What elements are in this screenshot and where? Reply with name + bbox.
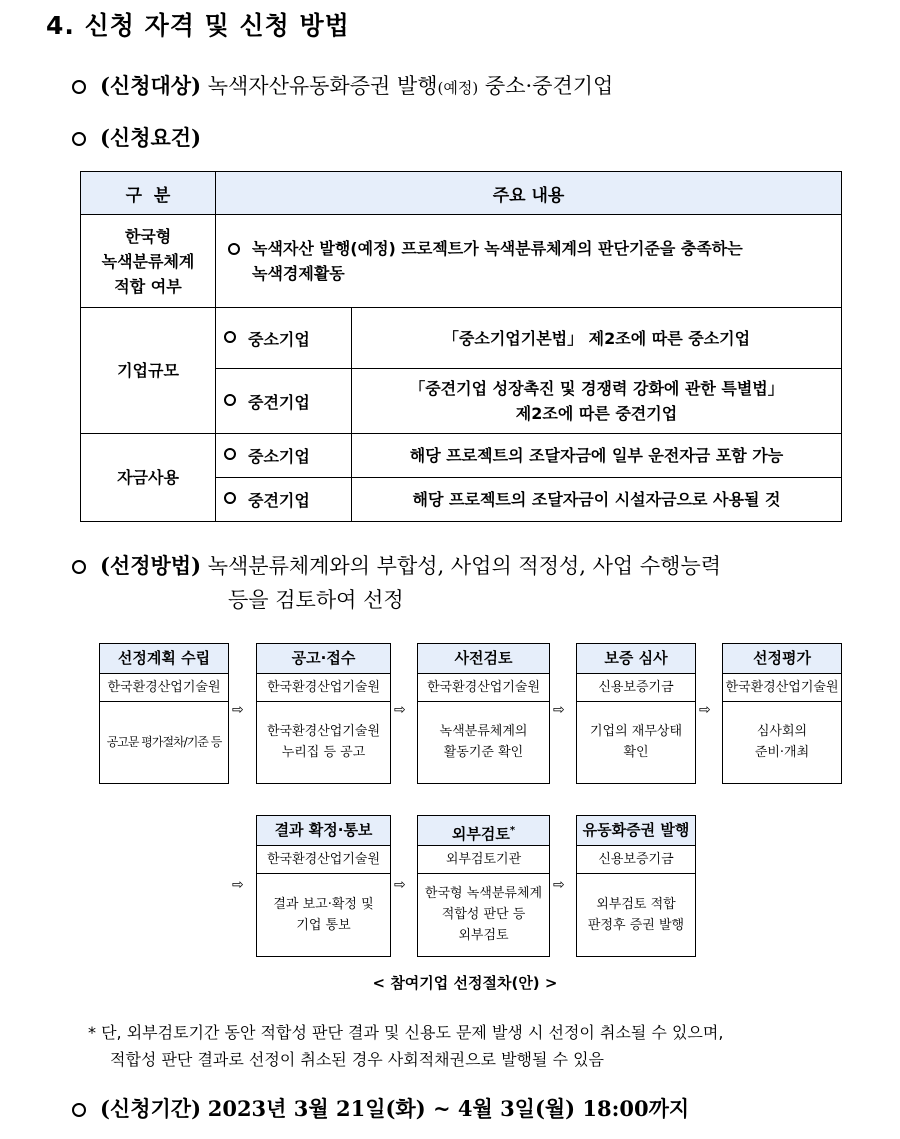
requirements-table (80, 171, 842, 522)
target-label: (신청대상) (100, 73, 202, 98)
flow-step-prereview (417, 643, 550, 784)
desc-line: 외부검토 (458, 928, 509, 943)
circle-bullet-icon (72, 80, 86, 94)
method-text-cont: 등을 검토하여 선정 (228, 588, 404, 612)
step-desc (418, 874, 549, 955)
step-title: 사전검토 (418, 644, 549, 674)
sub-desc (352, 369, 842, 434)
footnote-line: * 단, 외부검토기간 동안 적합성 판단 결과 및 신용도 문제 발생 시 선정이 취소될 수 있으며, (88, 1023, 724, 1042)
sub-category (216, 478, 352, 522)
target-line (72, 70, 613, 100)
cat-line: 적합 여부 (114, 276, 182, 296)
requirements-label: (신청요건) (100, 125, 202, 150)
step-title: 공고·접수 (257, 644, 390, 674)
step-title: 선정계획 수립 (100, 644, 228, 674)
sub-category (216, 308, 352, 369)
desc-line: 준비·개최 (754, 745, 810, 760)
circle-bullet-icon (224, 492, 236, 504)
flow-step-announce (256, 643, 391, 784)
cat-line: 녹색분류체계 (101, 251, 195, 271)
desc-line: 확인 (623, 745, 649, 760)
arrow-right-icon: ⇨ (394, 877, 406, 893)
flow-step-evaluation (722, 643, 842, 784)
step-org: 신용보증기금 (577, 846, 695, 874)
desc-line: 한국환경산업기술원 (266, 724, 381, 739)
step-org: 한국환경산업기술원 (100, 674, 228, 702)
step-desc (418, 702, 549, 782)
sub-label: 중견기업 (248, 392, 310, 412)
desc-line: 「중견기업 성장촉진 및 경쟁력 강화에 관한 특별법」 (409, 379, 784, 398)
step-title: 선정평가 (723, 644, 841, 674)
requirements-line (72, 122, 201, 152)
arrow-right-icon: ⇨ (553, 877, 565, 893)
sub-desc: 해당 프로젝트의 조달자금에 일부 운전자금 포함 가능 (352, 434, 842, 478)
step-title-text: 외부검토 (451, 825, 510, 843)
flow-caption: < 참여기업 선정절차(안) > (372, 974, 558, 992)
circle-bullet-icon (228, 243, 240, 255)
footnote-line: 적합성 판단 결과로 선정이 취소된 경우 사회적채권으로 발행될 수 있음 (110, 1050, 604, 1069)
step-org: 한국환경산업기술원 (418, 674, 549, 702)
method-block (72, 549, 852, 617)
target-text: 녹색자산유동화증권 발행 (207, 74, 438, 98)
step-org: 외부검토기관 (418, 846, 549, 874)
target-small: (예정) (437, 79, 479, 97)
step-org: 한국환경산업기술원 (257, 674, 390, 702)
sub-desc: 해당 프로젝트의 조달자금이 시설자금으로 사용될 것 (352, 478, 842, 522)
desc-line: 적합성 판단 등 (441, 907, 526, 922)
method-text: 녹색분류체계와의 부합성, 사업의 적정성, 사업 수행능력 (207, 554, 722, 578)
sub-category (216, 369, 352, 434)
step-desc (577, 874, 695, 955)
header-content: 주요 내용 (216, 172, 842, 215)
step-org: 한국환경산업기술원 (257, 846, 390, 874)
desc-line: 누리집 등 공고 (281, 745, 366, 760)
arrow-right-icon: ⇨ (394, 702, 406, 718)
desc-line: 기업의 재무상태 (589, 724, 683, 739)
desc-line: 녹색분류체계의 (439, 724, 528, 739)
circle-bullet-icon (72, 560, 86, 574)
flow-step-plan (99, 643, 229, 784)
desc-line: 외부검토 적합 (596, 896, 676, 912)
row-category: 기업규모 (81, 308, 216, 434)
step-desc (257, 874, 390, 955)
step-desc (257, 702, 390, 782)
flow-step-external (417, 815, 550, 957)
desc-line: 한국형 녹색분류체계 (424, 886, 543, 901)
step-title (418, 816, 549, 846)
table-row (81, 434, 842, 478)
circle-bullet-icon (224, 448, 236, 460)
desc-line: 심사회의 (756, 724, 808, 739)
desc-line: 공고문 평가절차/기준 등 (106, 734, 222, 749)
step-title: 결과 확정·통보 (257, 816, 390, 846)
desc-line: 활동기준 확인 (443, 745, 524, 760)
desc-line: 판정후 증권 발행 (587, 917, 685, 933)
sub-desc: 「중소기업기본법」 제2조에 따른 중소기업 (352, 308, 842, 369)
method-label: (선정방법) (100, 553, 202, 578)
circle-bullet-icon (72, 132, 86, 146)
step-title: 유동화증권 발행 (577, 816, 695, 846)
footnote (88, 1019, 878, 1073)
sub-label: 중견기업 (248, 491, 310, 510)
footnote-mark: * (509, 825, 516, 836)
flow-step-result (256, 815, 391, 957)
cat-line: 한국형 (124, 226, 172, 246)
sub-category (216, 434, 352, 478)
table-row (81, 215, 842, 308)
target-text2: 중소·중견기업 (484, 74, 614, 98)
arrow-right-icon: ⇨ (553, 702, 565, 718)
step-desc (723, 702, 841, 782)
row-category (81, 215, 216, 308)
arrow-right-icon: ⇨ (232, 877, 244, 893)
period-label: (신청기간) (100, 1096, 202, 1121)
section-title: 4. 신청 자격 및 신청 방법 (46, 11, 350, 40)
desc-line: 결과 보고·확정 및 (273, 896, 374, 912)
desc-line: 제2조에 따른 중견기업 (515, 404, 678, 423)
period-line (72, 1093, 689, 1123)
circle-bullet-icon (224, 394, 236, 406)
step-org: 한국환경산업기술원 (723, 674, 841, 702)
step-desc (577, 702, 695, 782)
sub-label: 중소기업 (248, 447, 310, 466)
header-category: 구 분 (81, 172, 216, 215)
circle-bullet-icon (224, 331, 236, 343)
desc-line: 녹색경제활동 (252, 264, 345, 283)
arrow-right-icon: ⇨ (699, 702, 711, 718)
row-content (216, 215, 842, 308)
flow-step-guarantee (576, 643, 696, 784)
circle-bullet-icon (72, 1103, 86, 1117)
step-title: 보증 심사 (577, 644, 695, 674)
flow-step-issue (576, 815, 696, 957)
step-org: 신용보증기금 (577, 674, 695, 702)
arrow-right-icon: ⇨ (232, 702, 244, 718)
sub-label: 중소기업 (248, 329, 310, 349)
desc-line: 기업 통보 (296, 917, 351, 933)
row-category: 자금사용 (81, 434, 216, 522)
table-row (81, 308, 842, 369)
desc-line: 녹색자산 발행(예정) 프로젝트가 녹색분류체계의 판단기준을 충족하는 (252, 239, 743, 258)
step-desc (100, 702, 228, 782)
period-text: 2023년 3월 21일(화) ~ 4월 3일(월) 18:00까지 (207, 1096, 690, 1121)
table-header-row (81, 172, 842, 215)
